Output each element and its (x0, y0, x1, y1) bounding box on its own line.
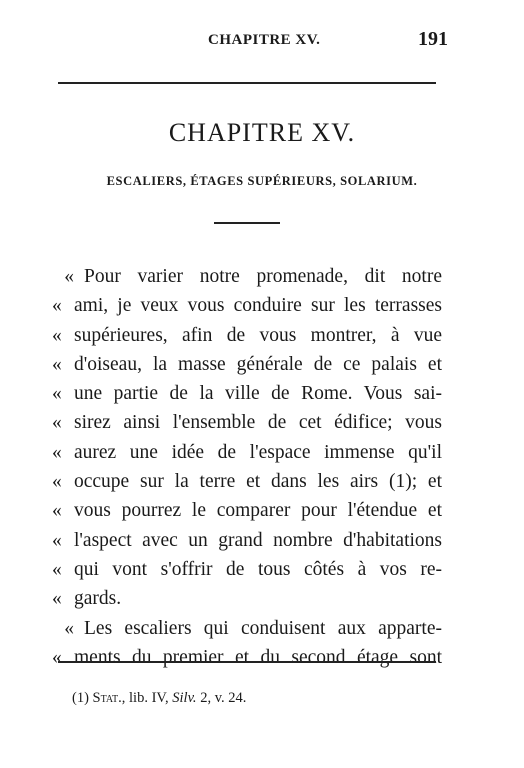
text-line (52, 467, 442, 496)
text-line (52, 291, 442, 320)
footnote-ref-post: 2, v. 24. (196, 690, 247, 706)
line-text: ami, je veux vous conduire sur les terrasses (74, 295, 442, 317)
line-text: vous pourrez le comparer pour l'étendue et (74, 500, 442, 522)
header-rule (58, 82, 436, 84)
text-line (52, 379, 442, 408)
line-text: une partie de la ville de Rome. Vous sai- (74, 383, 442, 405)
running-head (58, 28, 448, 54)
running-head-title: CHAPITRE XV. (208, 32, 321, 48)
body-text (52, 262, 442, 672)
line-text: ments du premier et du second étage sont (74, 646, 442, 668)
line-text: gards. (74, 588, 122, 610)
quote-mark: « (64, 617, 74, 639)
section-divider (214, 222, 280, 224)
quote-mark: « (52, 353, 62, 375)
text-line (52, 350, 442, 379)
text-line (52, 614, 442, 643)
line-text: supérieures, afin de vous montrer, à vue (74, 324, 442, 346)
text-line (52, 643, 442, 672)
quote-mark: « (52, 295, 62, 317)
text-line (52, 526, 442, 555)
quote-mark: « (52, 646, 62, 668)
text-line (52, 584, 442, 613)
quote-mark: « (64, 266, 74, 287)
footnote-ref-pre: , lib. IV, (121, 690, 173, 706)
text-line (52, 496, 442, 525)
line-text: Pour varier notre promenade, dit notre (84, 266, 442, 287)
footnote-work: Silv. (172, 690, 197, 706)
text-line (52, 262, 442, 291)
text-line (52, 555, 442, 584)
quote-mark: « (52, 441, 62, 463)
text-line (52, 438, 442, 467)
line-text: Les escaliers qui conduisent aux apparte- (84, 617, 442, 639)
quote-mark: « (52, 500, 62, 522)
page-number: 191 (418, 28, 448, 50)
footnote (72, 690, 246, 707)
line-text: l'aspect avec un grand nombre d'habitations (74, 529, 442, 551)
line-text: aurez une idée de l'espace immense qu'il (74, 441, 442, 463)
chapter-title: CHAPITRE XV. (168, 118, 356, 147)
quote-mark: « (52, 529, 62, 551)
footnote-marker: (1) (72, 690, 89, 706)
quote-mark: « (52, 324, 62, 346)
text-line (52, 321, 442, 350)
line-text: d'oiseau, la masse générale de ce palais et (74, 353, 442, 375)
text-line (52, 408, 442, 437)
quote-mark: « (52, 588, 62, 610)
quote-mark: « (52, 471, 62, 493)
chapter-subtitle: ESCALIERS, ÉTAGES SUPÉRIEURS, SOLARIUM. (106, 174, 418, 188)
footnote-rule (58, 661, 436, 663)
footnote-author: Stat. (92, 690, 122, 706)
line-text: qui vont s'offrir de tous côtés à vos re- (74, 558, 442, 580)
line-text: sirez ainsi l'ensemble de cet édifice; vous (74, 412, 442, 434)
line-text: occupe sur la terre et dans les airs (1); et (74, 471, 442, 493)
quote-mark: « (52, 558, 62, 580)
quote-mark: « (52, 383, 62, 405)
quote-mark: « (52, 412, 62, 434)
